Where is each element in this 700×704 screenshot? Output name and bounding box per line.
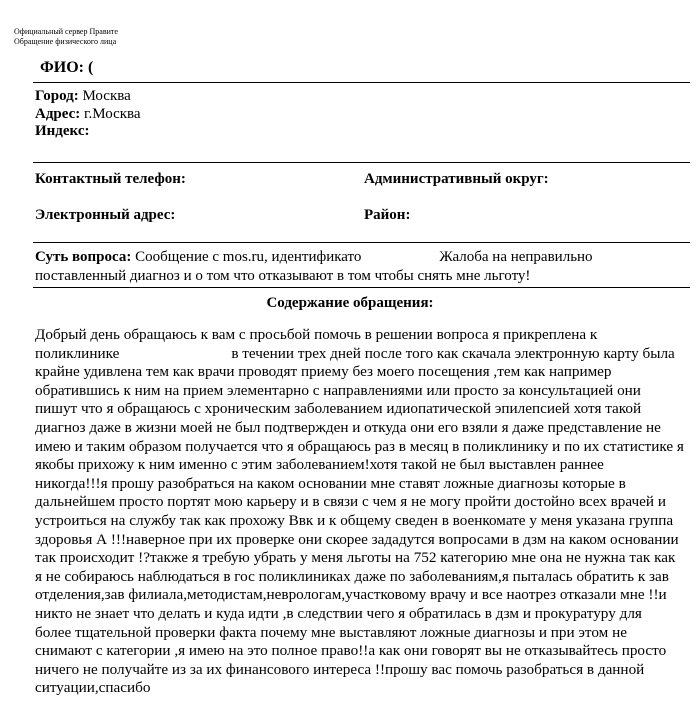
content-line2-start: поликлинике [35,344,120,362]
subject-text-part1: Сообщение с mos.ru, идентификато [135,249,362,265]
divider-top [33,82,690,83]
fio-label: ФИО: [40,59,84,76]
area-label: Район: [364,207,411,223]
address-label: Адрес: [35,106,81,122]
fio-value: ( [87,59,94,76]
subject-text-part2: Жалоба на неправильно [439,249,593,265]
header-appeal-line: Обращение физического лица [14,37,117,46]
divider-subject [33,242,690,243]
address-row [35,105,141,123]
content-heading: Содержание обращения: [266,295,434,311]
city-label: Город: [35,88,79,104]
subject-label: Суть вопроса: [35,249,132,265]
phone-label: Контактный телефон: [35,171,186,187]
subject-line2: поставленный диагноз и о том что отказывают в том чтобы снять мне льготу! [35,268,531,284]
content-line2-end: в течении трех дней после того как скачала электронную карту была [231,344,675,362]
address-value: г.Москва [84,106,141,122]
divider-contacts [33,162,690,163]
fio-row [40,58,93,78]
subject-line1 [35,248,695,266]
email-label: Электронный адрес: [35,207,176,223]
district-label: Административный округ: [364,171,549,187]
index-label: Индекс: [35,123,90,139]
divider-content [33,287,690,288]
city-row [35,87,131,105]
content-line1: Добрый день обращаюсь к вам с просьбой помочь в решении вопроса я прикреплена к [35,326,598,343]
content-body [35,326,695,698]
content-rest: крайне удивлена тем как врачи проводят приему без моего посещения ,тем как например обратившись к ним на прием элементарно с направлениями или просто за консультацией они пишут что я обращаюсь с хроническим заболеванием идиопатической эпилепсией хотя такой диагноз даже в жизни моей не был подтвержден и откуда они его взяли я даже представление не имею и таким образом получается что я обращаюсь раз в месяц в поликлинику и по их статистике я якобы прихожу к ним именно с этим заболеванием!хотя такой не был выставлен раннее никогда!!!я прошу разобраться на каком основании мне ставят ложные диагнозы которые в дальнейшем просто портят мою карьеру и в связи с чем я не могу пройти достойно всех врачей и устроиться на службу так как прохожу Ввк и к общему сведен в военкомате у меня указана группа здоровья А !!!наверное при их проверке они скорее зададутся вопросами в дзм на каком основании так происходит !?также я требую убрать у меня льготы на 752 категорию мне она не нужна так как я не собираюсь наблюдаться в гос поликлиниках даже по заболеваниям,я пыталась обратить к зав отделения,зав филиала,методистам,неврологам,участковому врачу и все наотрез отказали мне !!и никто не знает что делать и куда идти ,в следствии чего я обратилась в дзм и прокуратуру для более тщательной проверки факта почему мне выставляют ложные диагнозы и при этом не снимают с категории ,я имею на это полное право!!а как они говорят вы не отказывайтесь просто ничего не получайте из за их финансового интереса !!прошу вас помочь разобраться в данной ситуации,спасибо [35,363,684,697]
city-value: Москва [82,88,131,104]
header-server-line: Официальный сервер Правите [14,27,118,36]
